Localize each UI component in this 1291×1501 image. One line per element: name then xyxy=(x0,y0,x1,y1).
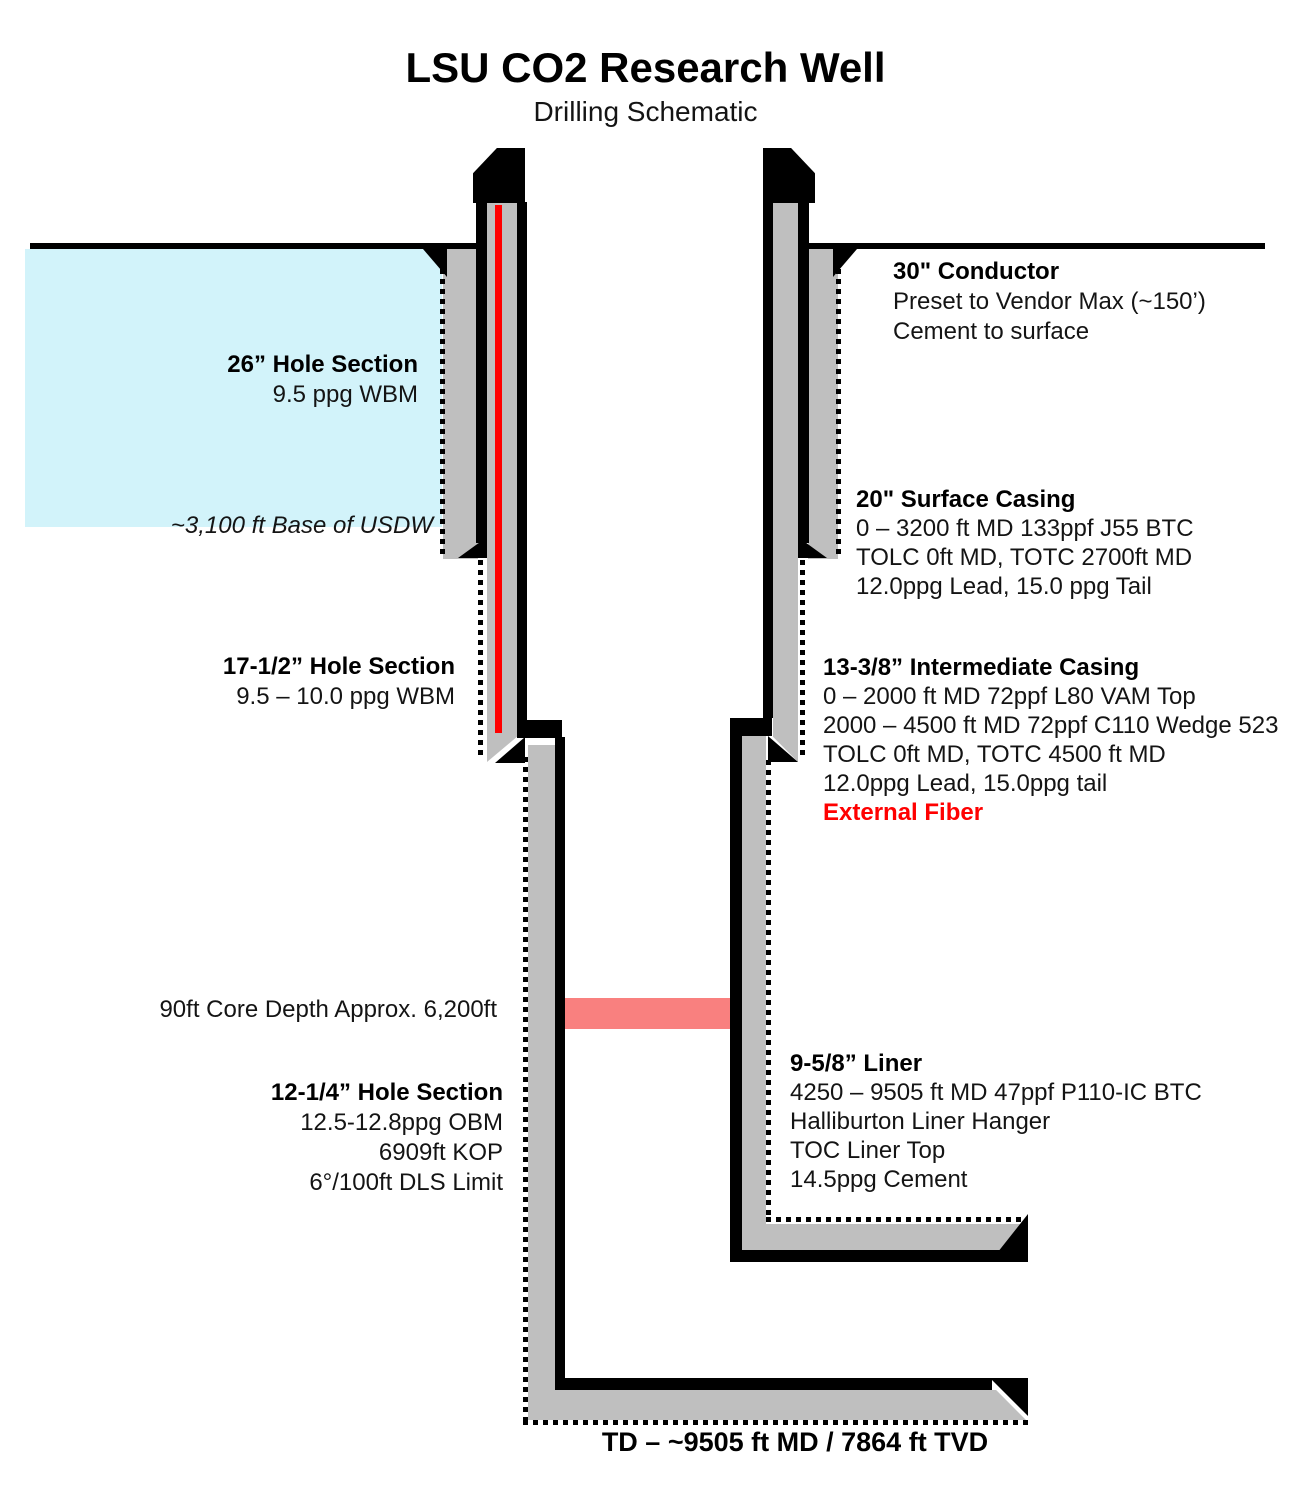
label-12-hole-title: 12-1/4” Hole Section xyxy=(270,1079,503,1106)
open-hole-dots-17-right xyxy=(800,560,805,758)
label-liner-line3: TOC Liner Top xyxy=(790,1137,946,1164)
label-surface-title: 20" Surface Casing xyxy=(856,486,1076,513)
open-hole-dots-12-left xyxy=(523,757,528,1423)
label-conductor xyxy=(893,257,1206,347)
label-core-depth: 90ft Core Depth Approx. 6,200ft xyxy=(159,996,497,1023)
label-surface-line3: 12.0ppg Lead, 15.0 ppg Tail xyxy=(856,573,1152,600)
liner-wall-right xyxy=(730,718,742,1262)
open-hole-dots-td-bottom xyxy=(523,1420,1030,1425)
conductor-annulus-right xyxy=(808,249,838,559)
page-subtitle: Drilling Schematic xyxy=(533,96,758,127)
production-hole-annulus-left xyxy=(528,745,555,1390)
label-26-hole-section xyxy=(227,350,418,410)
label-intermediate-line4: 12.0ppg Lead, 15.0ppg tail xyxy=(823,770,1108,797)
label-surface-line1: 0 – 3200 ft MD 133ppf J55 BTC xyxy=(856,515,1194,542)
label-surface-casing xyxy=(856,485,1194,601)
label-liner-title: 9-5/8” Liner xyxy=(790,1050,923,1077)
label-26-hole-mud: 9.5 ppg WBM xyxy=(272,381,418,408)
label-liner-line1: 4250 – 9505 ft MD 47ppf P110-IC BTC xyxy=(790,1079,1202,1106)
label-external-fiber: External Fiber xyxy=(823,799,984,826)
surface-casing-wall-right xyxy=(798,202,809,543)
label-12-hole-dls: 6°/100ft DLS Limit xyxy=(309,1169,503,1196)
wellhead-block-left xyxy=(473,148,525,203)
liner-lateral-annulus xyxy=(742,1224,1025,1250)
label-12-hole-kop: 6909ft KOP xyxy=(378,1139,503,1166)
open-hole-dots-17-left xyxy=(478,560,483,758)
label-12-hole-section xyxy=(271,1078,503,1198)
intermediate-annulus-left xyxy=(487,202,517,762)
conductor-annulus-left xyxy=(443,249,478,559)
label-intermediate-line1: 0 – 2000 ft MD 72ppf L80 VAM Top xyxy=(823,683,1196,710)
label-26-hole-title: 26” Hole Section xyxy=(227,351,418,378)
intermediate-casing-wall-right xyxy=(763,202,773,718)
surface-casing-wall-left xyxy=(476,202,487,543)
liner-wall-left xyxy=(555,737,565,1390)
label-17-hole-section xyxy=(223,652,455,712)
label-conductor-line1: Preset to Vendor Max (~150’) xyxy=(893,288,1206,315)
label-liner xyxy=(790,1049,1202,1194)
label-intermediate-line2: 2000 – 4500 ft MD 72ppf C110 Wedge 523 xyxy=(823,712,1279,739)
liner-annulus-right xyxy=(742,718,766,1250)
cement-dots-conductor-left xyxy=(440,249,445,559)
liner-lateral-casing-line xyxy=(730,1250,1002,1262)
core-interval-band xyxy=(556,998,737,1029)
intermediate-annulus-right xyxy=(773,202,798,762)
td-lateral-annulus xyxy=(528,1390,1026,1420)
label-intermediate-casing xyxy=(823,653,1278,827)
label-conductor-line2: Cement to surface xyxy=(893,318,1090,345)
cement-dots-conductor-right xyxy=(836,249,841,559)
label-base-of-usdw: ~3,100 ft Base of USDW xyxy=(170,512,433,539)
page-title: LSU CO2 Research Well xyxy=(405,44,886,91)
open-hole-dots-liner-right xyxy=(766,760,771,1220)
ground-surface-line-right xyxy=(805,243,1265,249)
label-liner-line2: Halliburton Liner Hanger xyxy=(790,1108,1051,1135)
external-fiber-line xyxy=(495,205,502,733)
ground-surface-line-left xyxy=(30,243,478,249)
label-intermediate-title: 13-3/8” Intermediate Casing xyxy=(823,654,1140,681)
label-12-hole-mud: 12.5-12.8ppg OBM xyxy=(300,1109,503,1136)
td-lateral-casing-line xyxy=(555,1378,992,1390)
wellhead-block-right xyxy=(763,148,815,203)
label-liner-line4: 14.5ppg Cement xyxy=(790,1166,968,1193)
label-17-hole-mud: 9.5 – 10.0 ppg WBM xyxy=(236,683,455,710)
label-conductor-title: 30" Conductor xyxy=(893,258,1060,285)
label-surface-line2: TOLC 0ft MD, TOTC 2700ft MD xyxy=(856,544,1193,571)
header xyxy=(0,44,1291,128)
label-intermediate-line3: TOLC 0ft MD, TOTC 4500 ft MD xyxy=(823,741,1166,768)
intermediate-casing-step-left xyxy=(517,720,562,738)
open-hole-dots-liner-lateral xyxy=(766,1217,1028,1222)
label-total-depth: TD – ~9505 ft MD / 7864 ft TVD xyxy=(601,1427,989,1457)
intermediate-casing-wall-left xyxy=(517,202,527,722)
label-17-hole-title: 17-1/2” Hole Section xyxy=(222,653,455,680)
